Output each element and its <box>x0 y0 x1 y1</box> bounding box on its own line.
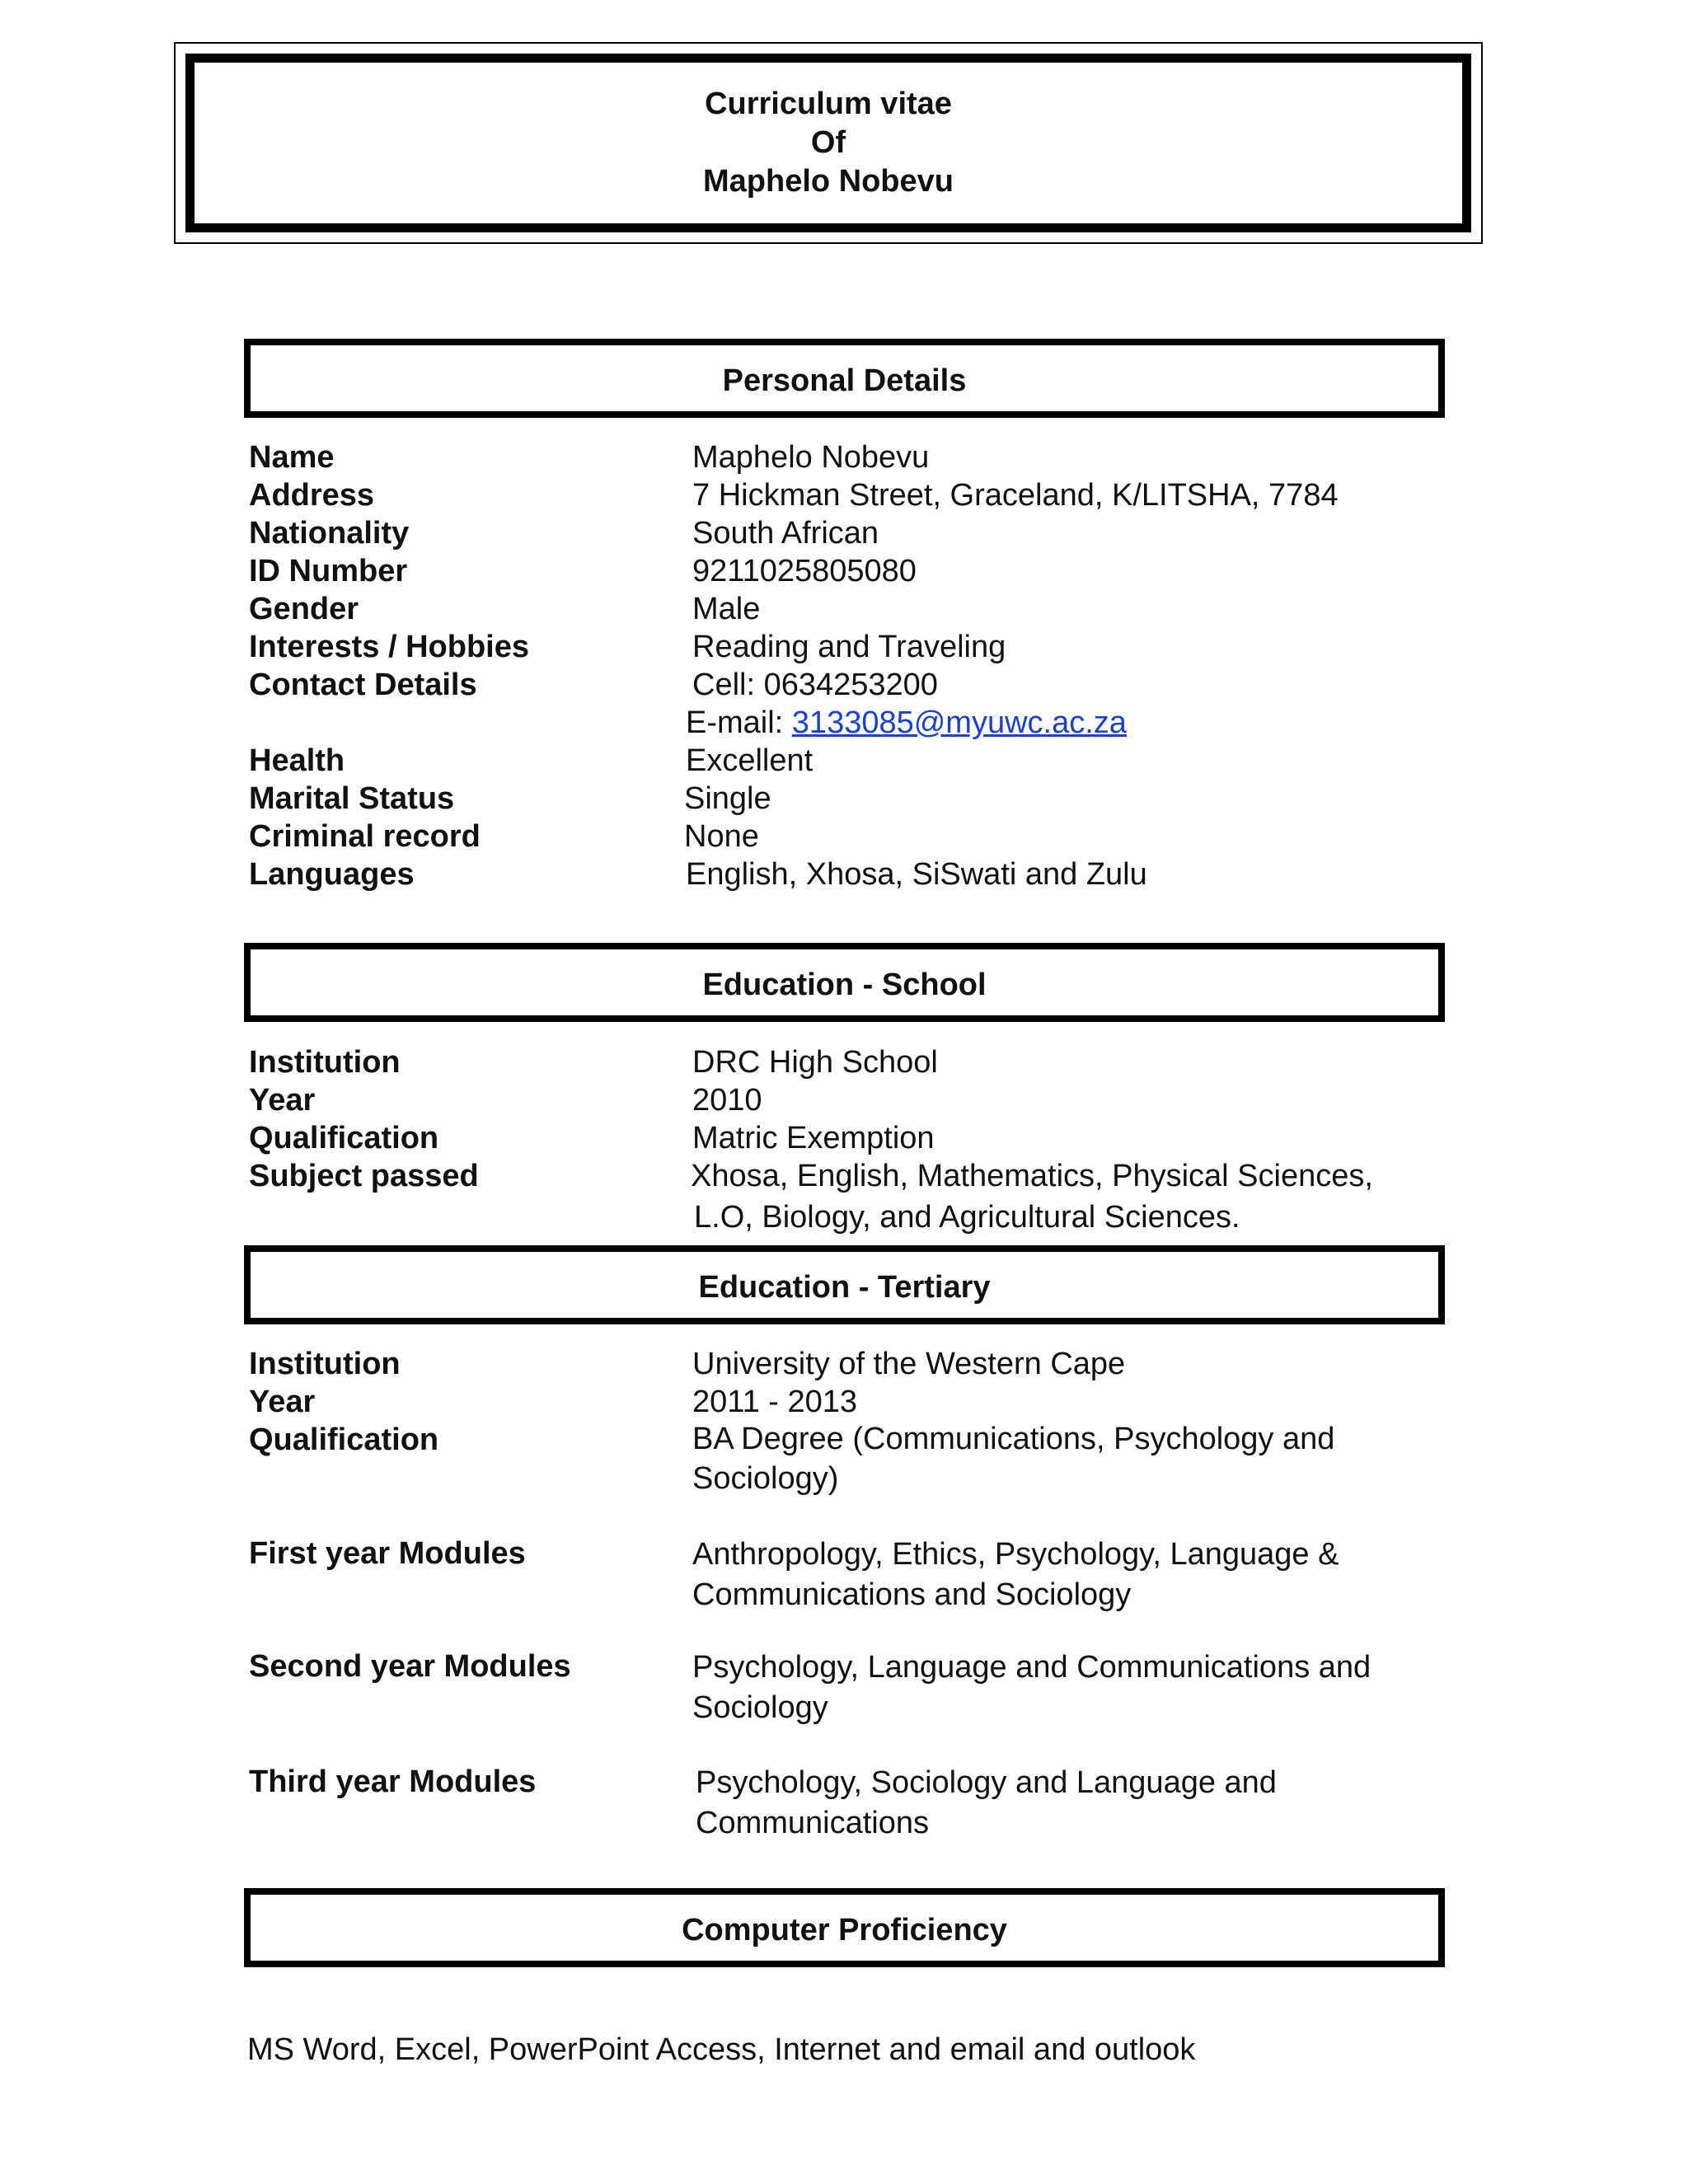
value-languages: English, Xhosa, SiSwati and Zulu <box>686 857 1147 892</box>
cv-title-line2: Of <box>810 125 846 160</box>
cv-title-inner <box>185 54 1471 232</box>
value-third-year-modules: Psychology, Sociology and Language and Communications <box>696 1765 1277 1840</box>
value-gender: Male <box>692 592 761 626</box>
value-computer-proficiency: MS Word, Excel, PowerPoint Access, Internet and email and outlook <box>247 2032 1196 2067</box>
label-school-institution: Institution <box>249 1045 401 1080</box>
value-criminal-record: None <box>684 819 759 854</box>
label-name: Name <box>249 440 335 475</box>
value-cell: Cell: 0634253200 <box>692 668 938 702</box>
label-id-number: ID Number <box>249 554 408 588</box>
label-contact-details: Contact Details <box>249 668 477 702</box>
label-address: Address <box>249 478 375 513</box>
value-subjects-line1: Xhosa, English, Mathematics, Physical Sciences, <box>691 1159 1373 1193</box>
label-languages: Languages <box>249 857 415 892</box>
value-tertiary-institution: University of the Western Cape <box>692 1347 1126 1381</box>
value-nationality: South African <box>692 516 879 551</box>
value-marital-status: Single <box>684 781 771 816</box>
value-school-qualification: Matric Exemption <box>692 1121 935 1155</box>
label-subject-passed: Subject passed <box>249 1159 479 1193</box>
label-marital-status: Marital Status <box>249 781 455 816</box>
value-tertiary-qualification: BA Degree (Communications, Psychology and Sociology) <box>692 1422 1335 1496</box>
value-email-row <box>686 704 1127 742</box>
value-address: 7 Hickman Street, Graceland, K/LITSHA, 7784 <box>692 478 1339 513</box>
section-heading-personal: Personal Details <box>244 339 1445 418</box>
cv-title-line1: Curriculum vitae <box>705 87 952 121</box>
value-school-year: 2010 <box>692 1083 762 1118</box>
cv-title-box <box>174 42 1483 244</box>
label-nationality: Nationality <box>249 516 410 551</box>
section-heading-school: Education - School <box>244 943 1445 1022</box>
value-health: Excellent <box>686 743 814 778</box>
label-school-qualification: Qualification <box>249 1121 439 1155</box>
section-heading-computer: Computer Proficiency <box>244 1888 1445 1967</box>
value-interests: Reading and Traveling <box>692 630 1006 664</box>
value-school-institution: DRC High School <box>692 1045 938 1080</box>
label-tertiary-qualification: Qualification <box>249 1422 439 1457</box>
label-tertiary-year: Year <box>249 1385 316 1419</box>
email-link[interactable]: 3133085@myuwc.ac.za <box>791 705 1127 740</box>
section-heading-tertiary: Education - Tertiary <box>244 1245 1445 1324</box>
cv-title-name: Maphelo Nobevu <box>702 164 954 199</box>
value-subjects-line2: L.O, Biology, and Agricultural Sciences. <box>694 1200 1240 1235</box>
label-health: Health <box>249 743 345 778</box>
email-prefix: E-mail: <box>686 705 792 740</box>
label-criminal-record: Criminal record <box>249 819 481 854</box>
value-name: Maphelo Nobevu <box>692 440 930 475</box>
label-tertiary-institution: Institution <box>249 1347 401 1381</box>
label-second-year-modules: Second year Modules <box>249 1649 571 1684</box>
label-gender: Gender <box>249 592 359 626</box>
label-third-year-modules: Third year Modules <box>249 1765 537 1799</box>
value-id-number: 9211025805080 <box>692 554 917 588</box>
value-tertiary-year: 2011 - 2013 <box>692 1385 858 1419</box>
label-school-year: Year <box>249 1083 316 1118</box>
label-first-year-modules: First year Modules <box>249 1536 526 1571</box>
value-first-year-modules: Anthropology, Ethics, Psychology, Language & Communications and Sociology <box>692 1537 1339 1612</box>
label-interests: Interests / Hobbies <box>249 630 529 664</box>
value-second-year-modules: Psychology, Language and Communications and Sociology <box>692 1650 1372 1725</box>
